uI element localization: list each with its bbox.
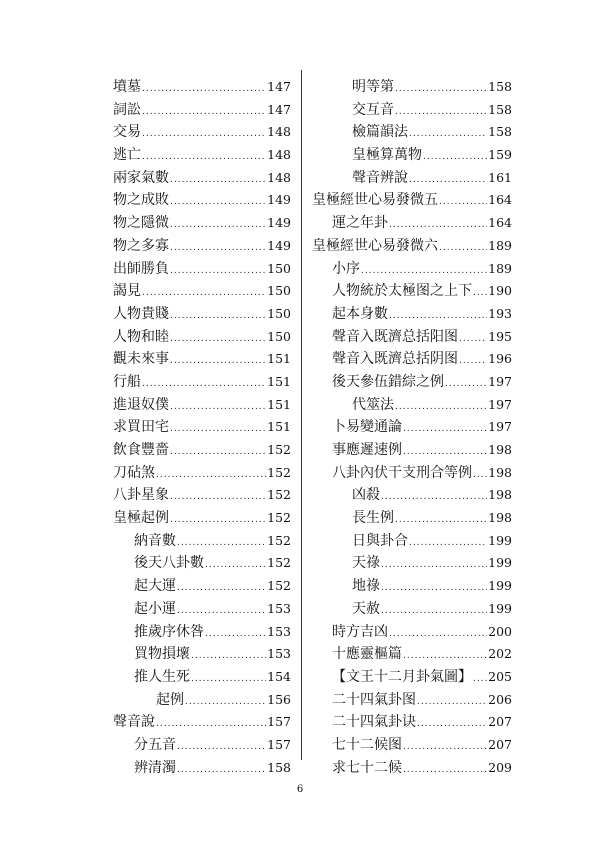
toc-entry (113, 212, 291, 235)
toc-entry (312, 189, 512, 212)
toc-entry-page: 150 (267, 260, 291, 276)
dot-leader (170, 418, 266, 441)
toc-entry (312, 462, 512, 485)
toc-entry (312, 598, 512, 621)
toc-entry-title: 後天參伍錯綜之例 (332, 373, 444, 390)
toc-entry-title: 代筮法 (352, 396, 394, 413)
dot-leader (445, 373, 487, 396)
toc-entry-title: 謁見 (113, 283, 141, 300)
toc-entry-page: 198 (488, 442, 512, 457)
toc-entry-page: 198 (488, 510, 512, 526)
dot-leader (403, 441, 487, 464)
toc-entry (312, 258, 512, 281)
toc-entry (113, 734, 291, 757)
toc-entry-title: 事應遲速例 (332, 442, 402, 458)
toc-entry (312, 303, 512, 326)
toc-entry-title: 物之隱微 (113, 215, 169, 232)
toc-entry-page: 150 (267, 283, 291, 299)
toc-entry-page: 164 (488, 215, 512, 231)
toc-entry-title: 人物統於太極图之上下 (332, 283, 472, 300)
toc-entry (113, 76, 291, 99)
toc-entry (113, 121, 291, 144)
toc-entry (312, 280, 512, 303)
toc-entry-page: 200 (488, 623, 512, 639)
toc-left-column (113, 76, 291, 779)
toc-entry-title: 後天八卦數 (134, 555, 204, 572)
page-number: 6 (296, 784, 304, 795)
toc-entry (312, 348, 512, 371)
toc-entry-title: 求買田宅 (113, 419, 169, 436)
dot-leader (156, 713, 266, 736)
toc-entry-page: 149 (267, 192, 291, 208)
toc-entry (113, 394, 291, 417)
toc-entry (312, 121, 512, 144)
toc-entry (113, 280, 291, 303)
toc-entry-title: 求七十二候 (332, 759, 402, 776)
dot-leader (403, 759, 487, 782)
dot-leader (170, 169, 266, 192)
toc-entry-title: 交互音 (352, 101, 394, 118)
toc-entry (113, 621, 291, 644)
toc-entry-page: 198 (488, 464, 512, 480)
toc-entry-title: 起小運 (134, 600, 176, 617)
toc-entry-title: 檢篇韻法 (352, 124, 408, 141)
toc-entry-page: 152 (267, 532, 291, 548)
toc-entry-page: 151 (267, 373, 291, 389)
toc-entry-page: 197 (488, 419, 512, 435)
toc-entry-page: 197 (488, 396, 512, 412)
dot-leader (170, 486, 266, 509)
dot-leader (417, 713, 487, 736)
dot-leader (403, 645, 487, 668)
toc-entry-title: 物之成敗 (113, 192, 169, 209)
toc-entry-title: 兩家氣數 (113, 169, 169, 186)
toc-entry-title: 卜易變通論 (332, 419, 402, 436)
dot-leader (409, 123, 487, 146)
dot-leader (142, 101, 266, 124)
toc-entry-page: 159 (488, 147, 512, 163)
toc-entry (113, 416, 291, 439)
toc-entry (312, 371, 512, 394)
dot-leader (177, 759, 266, 782)
toc-entry (312, 575, 512, 598)
toc-entry-title: 物之多寡 (113, 237, 169, 254)
toc-entry (312, 76, 512, 99)
toc-entry-title: 納音數 (134, 532, 176, 549)
dot-leader (142, 78, 266, 101)
dot-leader (191, 645, 266, 668)
toc-entry (113, 99, 291, 122)
toc-entry-title: 天赦 (352, 600, 380, 617)
toc-entry-title: 人物和睦 (113, 328, 169, 345)
toc-entry-title: 進退奴僕 (113, 396, 169, 413)
toc-entry-page: 189 (488, 237, 512, 253)
toc-entry-title: 墳墓 (113, 79, 141, 95)
toc-entry-title: 長生例 (352, 510, 394, 527)
dot-leader (395, 78, 487, 101)
toc-entry-title: 起本身數 (332, 305, 388, 322)
toc-entry (113, 144, 291, 167)
toc-entry-title: 聲音辨說 (352, 169, 408, 186)
toc-entry-title: 聲音入既濟总括阳图 (332, 328, 458, 345)
toc-entry-title: 皇極算萬物 (352, 147, 422, 164)
toc-entry (312, 394, 512, 417)
dot-leader (439, 237, 487, 260)
toc-entry-page: 152 (267, 578, 291, 594)
toc-entry-title: 辨清濁 (134, 759, 176, 776)
toc-entry-page: 158 (488, 79, 512, 94)
dot-leader (170, 260, 266, 283)
dot-leader (395, 509, 487, 532)
toc-entry (312, 99, 512, 122)
toc-entry-page: 164 (488, 192, 512, 208)
toc-entry-page: 207 (488, 714, 512, 730)
toc-entry-title: 分五音 (134, 736, 176, 753)
toc-entry (113, 462, 291, 485)
dot-leader (170, 509, 266, 532)
toc-entry (312, 144, 512, 167)
toc-entry-title: 買物損壞 (134, 646, 190, 663)
toc-entry-title: 十應靈樞篇 (332, 646, 402, 663)
toc-entry-title: 【文王十二月卦氣圖】 (332, 668, 472, 685)
toc-entry (312, 507, 512, 530)
toc-entry-page: 150 (267, 305, 291, 321)
toc-entry-page: 199 (488, 600, 512, 616)
toc-entry-title: 日與卦合 (352, 532, 408, 549)
toc-entry (312, 212, 512, 235)
toc-entry-title: 人物貴賤 (113, 305, 169, 322)
dot-leader (423, 146, 487, 169)
dot-leader (459, 350, 487, 373)
toc-entry-title: 起大運 (134, 578, 176, 595)
dot-leader (395, 396, 487, 419)
toc-entry (113, 530, 291, 553)
dot-leader (389, 214, 487, 237)
toc-entry-title: 詞訟 (113, 101, 141, 118)
toc-entry-page: 148 (267, 169, 291, 185)
toc-entry (113, 258, 291, 281)
toc-entry-page: 158 (267, 759, 291, 775)
toc-entry-page: 153 (267, 600, 291, 616)
toc-entry (113, 484, 291, 507)
toc-entry-title: 八卦內伏干支刑合等例 (332, 464, 472, 481)
column-divider (301, 70, 302, 760)
toc-entry-page: 206 (488, 691, 512, 707)
toc-entry-page: 152 (267, 510, 291, 526)
dot-leader (403, 736, 487, 759)
toc-entry-page: 153 (267, 646, 291, 662)
toc-entry-title: 交易 (113, 124, 141, 141)
toc-entry-page: 157 (267, 736, 291, 752)
toc-right-column (312, 76, 512, 779)
toc-entry-page: 152 (267, 442, 291, 457)
toc-entry (113, 507, 291, 530)
toc-entry-page: 199 (488, 578, 512, 594)
toc-entry-page: 154 (267, 668, 291, 684)
toc-entry-page: 199 (488, 532, 512, 548)
dot-leader (156, 464, 266, 487)
toc-entry-title: 明等第 (352, 79, 394, 95)
dot-leader (381, 577, 487, 600)
toc-entry-title: 八卦星象 (113, 487, 169, 504)
dot-leader (417, 691, 487, 714)
toc-entry-title: 七十二候图 (332, 736, 402, 753)
toc-entry-page: 199 (488, 555, 512, 571)
dot-leader (177, 577, 266, 600)
toc-entry (312, 439, 512, 462)
toc-entry (113, 326, 291, 349)
dot-leader (142, 282, 266, 305)
toc-entry-page: 189 (488, 260, 512, 276)
toc-entry-title: 出師勝負 (113, 260, 169, 277)
dot-leader (170, 237, 266, 260)
toc-entry (312, 757, 512, 780)
dot-leader (381, 554, 487, 577)
toc-entry-page: 147 (267, 101, 291, 117)
dot-leader (205, 623, 266, 646)
dot-leader (205, 554, 266, 577)
toc-entry-page: 209 (488, 759, 512, 775)
toc-entry-page: 157 (267, 714, 291, 730)
toc-entry-page: 207 (488, 736, 512, 752)
toc-entry-page: 147 (267, 79, 291, 94)
toc-entry-page: 152 (267, 464, 291, 480)
dot-leader (170, 191, 266, 214)
toc-entry (312, 621, 512, 644)
dot-leader (191, 668, 266, 691)
toc-entry-title: 飲食豐嗇 (113, 442, 169, 458)
toc-entry-title: 皇極經世心易發微六 (312, 237, 438, 254)
toc-entry (312, 643, 512, 666)
toc-entry-page: 158 (488, 101, 512, 117)
toc-entry-page: 151 (267, 396, 291, 412)
toc-entry-title: 推人生死 (134, 668, 190, 685)
toc-entry (312, 711, 512, 734)
toc-entry-page: 149 (267, 215, 291, 231)
toc-entry-title: 運之年卦 (332, 215, 388, 232)
dot-leader (170, 214, 266, 237)
dot-leader (142, 373, 266, 396)
toc-entry-title: 二十四氣卦诀 (332, 714, 416, 731)
dot-leader (177, 600, 266, 623)
toc-entry (312, 416, 512, 439)
toc-entry-title: 行船 (113, 373, 141, 390)
toc-entry-page: 152 (267, 487, 291, 503)
toc-entry-title: 凶殺 (352, 487, 380, 504)
toc-entry-title: 皇極起例 (113, 510, 169, 527)
toc-entry-page: 153 (267, 623, 291, 639)
dot-leader (170, 396, 266, 419)
toc-entry (312, 235, 512, 258)
toc-entry (312, 689, 512, 712)
dot-leader (361, 260, 487, 283)
toc-entry-page: 202 (488, 646, 512, 662)
toc-entry (312, 530, 512, 553)
toc-entry (312, 484, 512, 507)
toc-entry (312, 552, 512, 575)
toc-entry (113, 643, 291, 666)
dot-leader (381, 486, 487, 509)
dot-leader (389, 623, 487, 646)
toc-entry-page: 151 (267, 351, 291, 367)
toc-entry (113, 439, 291, 462)
toc-entry-page: 152 (267, 555, 291, 571)
toc-entry (113, 348, 291, 371)
toc-entry (113, 167, 291, 190)
toc-entry-page: 198 (488, 487, 512, 503)
toc-entry (113, 235, 291, 258)
dot-leader (170, 441, 266, 464)
toc-entry-page: 193 (488, 305, 512, 321)
toc-entry-page: 196 (488, 351, 512, 367)
dot-leader (170, 328, 266, 351)
toc-entry-page: 195 (488, 328, 512, 344)
toc-entry-page: 158 (488, 124, 512, 140)
toc-entry (113, 666, 291, 689)
toc-entry-title: 皇極經世心易發微五 (312, 192, 438, 209)
dot-leader (177, 532, 266, 555)
toc-entry (312, 666, 512, 689)
toc-entry (113, 303, 291, 326)
dot-leader (409, 532, 487, 555)
dot-leader (381, 600, 487, 623)
toc-entry-page: 156 (267, 691, 291, 707)
toc-entry-title: 二十四氣卦图 (332, 691, 416, 708)
dot-leader (459, 328, 487, 351)
toc-entry (312, 326, 512, 349)
toc-entry-page: 148 (267, 147, 291, 163)
toc-entry (113, 371, 291, 394)
toc-entry (113, 757, 291, 780)
dot-leader (439, 191, 487, 214)
toc-entry-title: 推歲序休咎 (134, 623, 204, 640)
toc-entry-page: 161 (488, 169, 512, 185)
dot-leader (473, 668, 487, 691)
dot-leader (403, 418, 487, 441)
dot-leader (395, 101, 487, 124)
toc-entry-title: 時方吉凶 (332, 623, 388, 640)
toc-entry-title: 觀未來事 (113, 351, 169, 368)
toc-entry-page: 190 (488, 283, 512, 299)
toc-entry (113, 575, 291, 598)
toc-entry-page: 197 (488, 373, 512, 389)
dot-leader (473, 464, 487, 487)
toc-entry (113, 552, 291, 575)
toc-entry-page: 205 (488, 668, 512, 684)
toc-entry-title: 聲音說 (113, 714, 155, 731)
toc-entry-title: 地祿 (352, 578, 380, 595)
toc-entry-title: 小序 (332, 260, 360, 277)
toc-entry-title: 天祿 (352, 555, 380, 572)
toc-entry (113, 711, 291, 734)
dot-leader (473, 282, 487, 305)
dot-leader (389, 305, 487, 328)
toc-entry (312, 167, 512, 190)
dot-leader (185, 691, 266, 714)
toc-entry (113, 598, 291, 621)
dot-leader (170, 350, 266, 373)
dot-leader (409, 169, 487, 192)
toc-entry-page: 149 (267, 237, 291, 253)
toc-entry-page: 148 (267, 124, 291, 140)
dot-leader (142, 146, 266, 169)
toc-entry-title: 聲音入既濟总括阴图 (332, 351, 458, 368)
dot-leader (177, 736, 266, 759)
dot-leader (142, 123, 266, 146)
toc-entry-title: 起例 (156, 691, 184, 708)
toc-entry (312, 734, 512, 757)
toc-entry-page: 150 (267, 328, 291, 344)
toc-entry (113, 189, 291, 212)
dot-leader (170, 305, 266, 328)
toc-entry-title: 刀砧煞 (113, 464, 155, 481)
toc-entry-title: 逃亡 (113, 147, 141, 164)
toc-entry-page: 151 (267, 419, 291, 435)
toc-entry (113, 689, 291, 712)
